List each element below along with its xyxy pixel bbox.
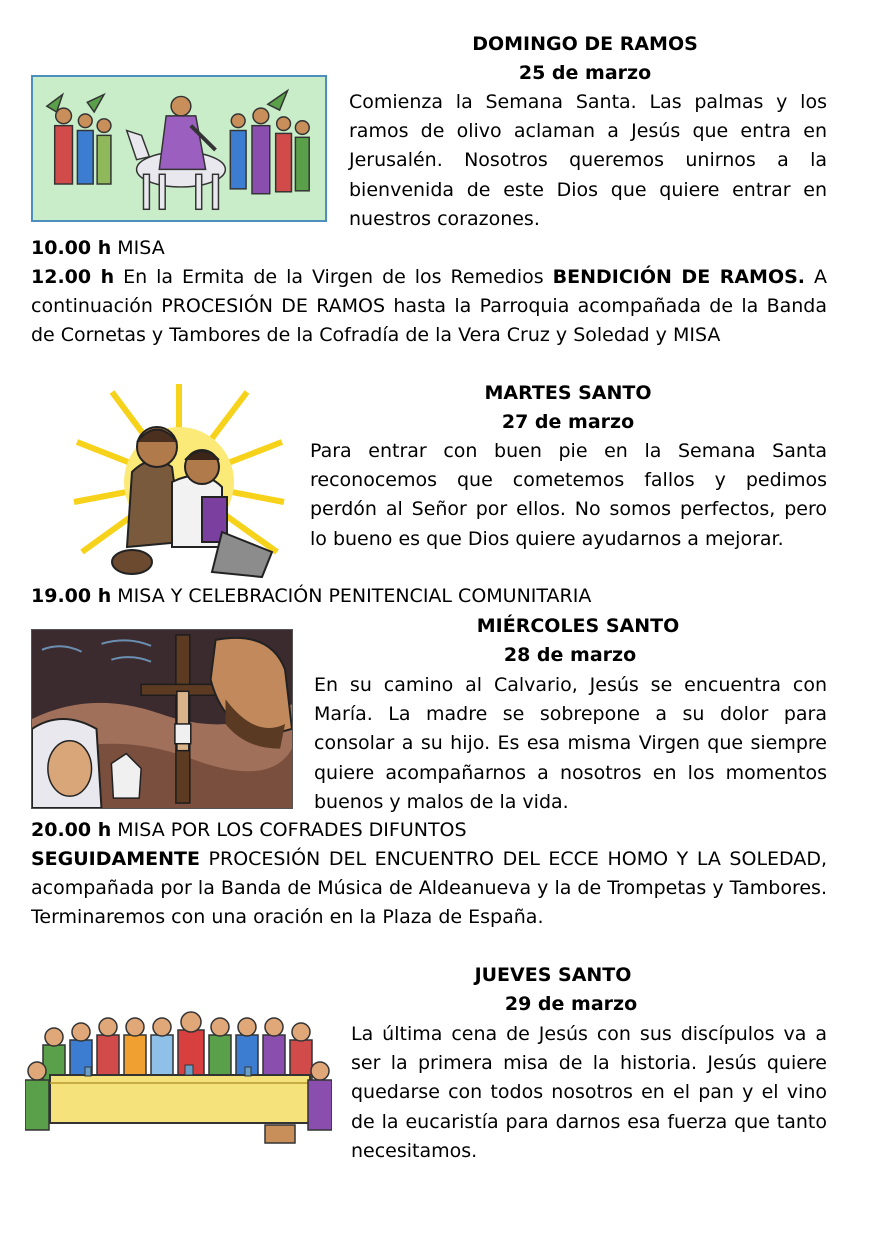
last-supper-illustration	[25, 1005, 332, 1145]
martes-date: 27 de marzo	[501, 411, 635, 433]
domingo-schedule-2	[31, 263, 827, 351]
martes-schedule-1	[31, 582, 827, 611]
jueves-date: 29 de marzo	[504, 993, 638, 1015]
domingo-schedule-1	[31, 234, 827, 263]
martes-description: Para entrar con buen pie en la Semana Santa reconocemos que cometemos fallos y pedimos perdón al Señor por ellos. No somos perfectos, pero lo bueno es que Dios quiere ayudarnos a mejorar.	[310, 440, 827, 550]
miercoles-event-2: PROCESIÓN DEL ENCUENTRO DEL ECCE HOMO Y LA SOLEDAD, acompañada por la Banda de Música de Aldeanueva y la de Trompetas y Tambores. Terminaremos con una oración en la Plaza de España.	[31, 848, 827, 929]
domingo-time-1: 10.00 h	[31, 237, 112, 259]
domingo-description: Comienza la Semana Santa. Las palmas y los ramos de olivo aclaman a Jesús que entra en Jerusalén. Nosotros queremos unirnos a la bienvenida de este Dios que quiere entrar en nuestros corazones.	[349, 91, 827, 230]
forgiveness-illustration	[72, 382, 287, 582]
martes-title: MARTES SANTO	[484, 382, 652, 404]
calvary-illustration	[31, 629, 293, 809]
miercoles-schedule-1	[31, 816, 827, 845]
domingo-date: 25 de marzo	[518, 62, 652, 84]
miercoles-event-2-bold: SEGUIDAMENTE	[31, 848, 200, 870]
domingo-event-2a: En la Ermita de la Virgen de los Remedios	[114, 266, 553, 288]
miercoles-title: MIÉRCOLES SANTO	[476, 615, 680, 637]
palm-sunday-illustration	[31, 75, 327, 222]
jueves-description: La última cena de Jesús con sus discípulos va a ser la primera misa de la historia. Jesús quiere quedarse con todos nosotros en el pan y el vino de la eucaristía para darnos esa fuerza que tanto necesitamos.	[351, 1023, 827, 1162]
domingo-time-2: 12.00 h	[31, 266, 115, 288]
miercoles-date: 28 de marzo	[503, 644, 637, 666]
domingo-title: DOMINGO DE RAMOS	[472, 33, 698, 55]
miercoles-description: En su camino al Calvario, Jesús se encuentra con María. La madre se sobrepone a su dolor para consolar a su hijo. Es esa misma Virgen que siempre quiere acompañarnos a nosotros en los momentos buenos y malos de la vida.	[314, 674, 827, 813]
martes-time-1: 19.00 h	[31, 585, 112, 607]
miercoles-schedule-2	[31, 845, 827, 933]
domingo-event-1: MISA	[111, 237, 165, 259]
miercoles-event-1: MISA POR LOS COFRADES DIFUNTOS	[111, 819, 467, 841]
domingo-event-2b: A continuación PROCESIÓN DE RAMOS hasta la Parroquia acompañada de la Banda de Cornetas y Tambores de la Cofradía de la Vera Cruz y Soledad y MISA	[31, 266, 827, 347]
miercoles-time-1: 20.00 h	[31, 819, 112, 841]
martes-event-1: MISA Y CELEBRACIÓN PENITENCIAL COMUNITARIA	[111, 585, 592, 607]
jueves-title: JUEVES SANTO	[474, 964, 632, 986]
domingo-event-2-bold: BENDICIÓN DE RAMOS.	[552, 266, 806, 288]
